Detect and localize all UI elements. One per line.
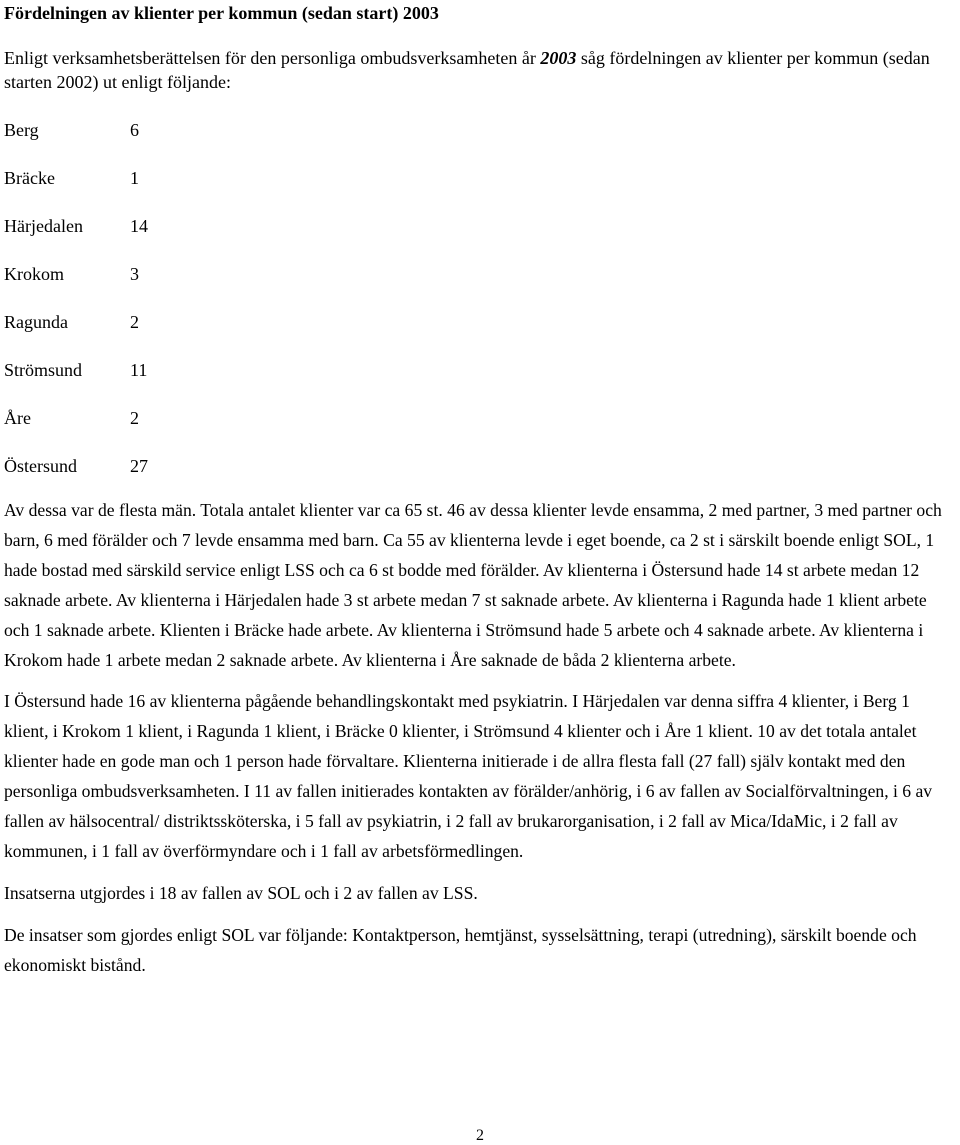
intro-text-before: Enligt verksamhetsberättelsen för den personliga ombudsverksamheten år (4, 48, 541, 68)
list-item (4, 166, 956, 190)
client-count: 6 (130, 120, 139, 140)
list-item (4, 310, 956, 334)
body-paragraph-1: Av dessa var de flesta män. Totala antalet klienter var ca 65 st. 46 av dessa klienter levde ensamma, 2 med partner, 3 med partner och barn, 6 med förälder och 7 levde ensamma med barn. Ca 55 av klienterna levde i eget boende, ca 2 st i särskilt boende enligt SOL, 1 hade bostad med särskild service enligt LSS och ca 6 st bodde med förälder. Av klienterna i Östersund hade 14 st arbete medan 12 saknade arbete. Av klienterna i Härjedalen hade 3 st arbete medan 7 st saknade arbete. Av klienterna i Ragunda hade 1 klient arbete och 1 saknade arbete. Klienten i Bräcke hade arbete. Av klienterna i Strömsund hade 5 arbete och 4 saknade arbete. Av klienterna i Krokom hade 1 arbete medan 2 saknade arbete. Av klienterna i Åre saknade de båda 2 klienterna arbete. (4, 500, 942, 670)
intro-year: 2003 (540, 48, 577, 68)
client-count: 3 (130, 264, 139, 284)
list-item (4, 454, 956, 478)
municipality-name: Åre (4, 408, 31, 428)
municipality-name: Strömsund (4, 360, 83, 380)
municipality-name: Härjedalen (4, 216, 83, 236)
body-paragraph-4: De insatser som gjordes enligt SOL var följande: Kontaktperson, hemtjänst, sysselsättning, terapi (utredning), särskilt boende och ekonomiskt bistånd. (4, 925, 917, 975)
list-item (4, 214, 956, 238)
body-paragraph-3: Insatserna utgjordes i 18 av fallen av SOL och i 2 av fallen av LSS. (4, 883, 478, 903)
client-count: 2 (130, 312, 139, 332)
client-count: 11 (130, 360, 148, 380)
list-item (4, 262, 956, 286)
intro-paragraph (4, 46, 956, 94)
client-count: 2 (130, 408, 139, 428)
list-item (4, 358, 956, 382)
list-item (4, 118, 956, 142)
municipality-list (4, 118, 956, 478)
client-count: 27 (130, 456, 148, 476)
page-number: 2 (476, 1127, 484, 1144)
client-count: 1 (130, 168, 139, 188)
municipality-name: Berg (4, 120, 39, 140)
document-page (4, 0, 956, 980)
municipality-name: Bräcke (4, 168, 55, 188)
body-paragraph-2: I Östersund hade 16 av klienterna pågående behandlingskontakt med psykiatrin. I Härjedalen var denna siffra 4 klienter, i Berg 1 klient, i Krokom 1 klient, i Ragunda 1 klient, i Bräcke 0 klienter, i Strömsund 4 klienter och i Åre 1 klient. 10 av det totala antalet klienter hade en gode man och 1 person hade förvaltare. Klienterna initierade i de allra flesta fall (27 fall) själv kontakt med den personliga ombudsverksamheten. I 11 av fallen initierades kontakten av förälder/anhörig, i 6 av fallen av Socialförvaltningen, i 6 av fallen av hälsocentral/ distriktssköterska, i 5 fall av psykiatrin, i 2 fall av brukarorganisation, i 2 fall av Mica/IdaMic, i 2 fall av kommunen, i 1 fall av överförmyndare och i 1 fall av arbetsförmedlingen. (4, 691, 933, 861)
document-title: Fördelningen av klienter per kommun (sedan start) 2003 (4, 3, 439, 23)
municipality-name: Östersund (4, 456, 77, 476)
municipality-name: Krokom (4, 264, 64, 284)
intro-text-after: såg fördelningen av klienter per kommun (sedan starten 2002) ut enligt följande: (4, 48, 930, 92)
client-count: 14 (130, 216, 148, 236)
municipality-name: Ragunda (4, 312, 68, 332)
list-item (4, 406, 956, 430)
